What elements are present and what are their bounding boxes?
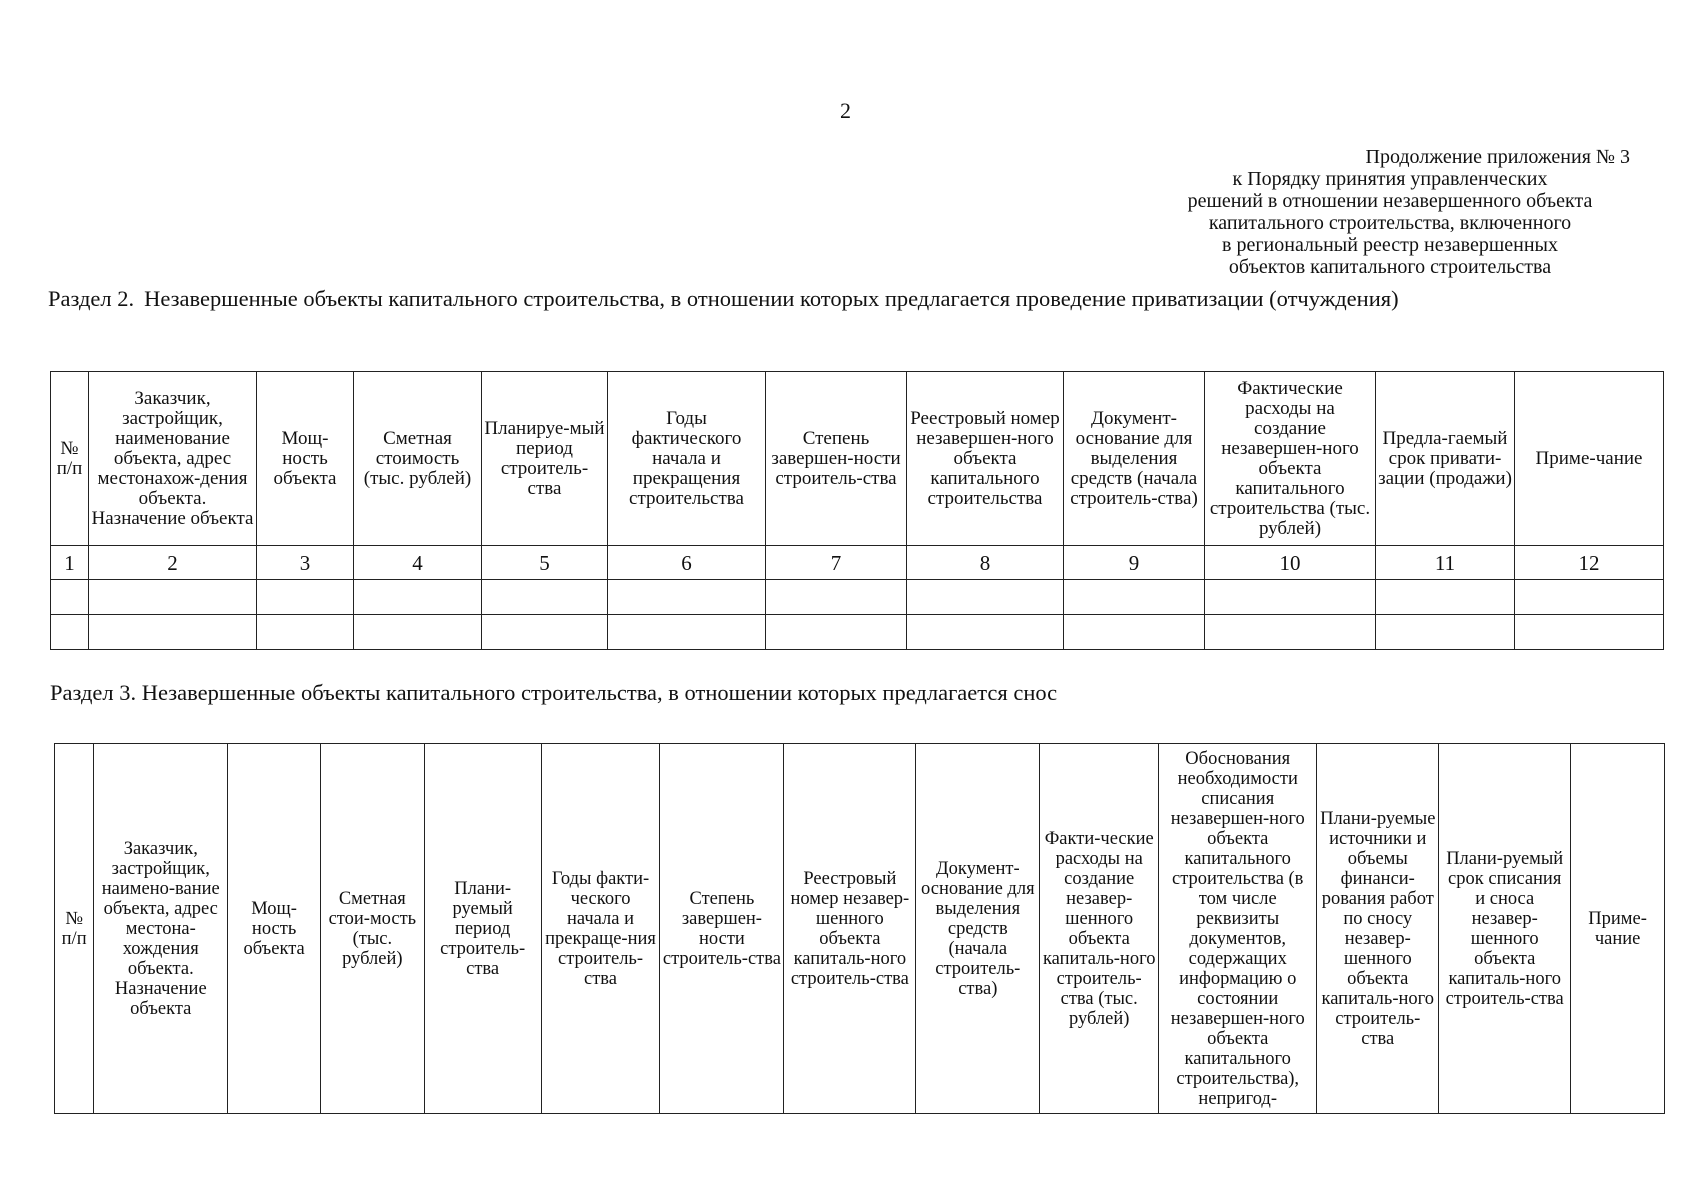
table-cell — [1205, 615, 1376, 650]
table-header-row — [55, 744, 1665, 1114]
table-cell — [907, 580, 1064, 615]
column-number: 5 — [482, 546, 608, 580]
appendix-line: капитального строительства, включенного — [1208, 212, 1572, 234]
table-cell — [608, 615, 766, 650]
appendix-line: в региональный реестр незавершенных — [1222, 234, 1558, 256]
header-cell: Годы фактического начала и прекращения строительства — [608, 372, 766, 546]
section-2-label: Раздел 2. — [48, 286, 135, 311]
header-cell: Заказчик, застройщик, наименование объекта, адрес местонахож-дения объекта. Назначение объекта — [89, 372, 257, 546]
appendix-title: Продолжение приложения № 3 — [1365, 146, 1630, 168]
section-3-heading: Раздел 3. Незавершенные объекты капитального строительства, в отношении которых предлагается снос — [50, 680, 1058, 705]
table-cell — [1515, 615, 1664, 650]
table-cell — [907, 615, 1064, 650]
header-cell: Приме-чание — [1571, 744, 1665, 1114]
column-number: 7 — [766, 546, 907, 580]
header-cell: Реестровый номер незавер-шенного объекта капиталь-ного строитель-ства — [784, 744, 916, 1114]
header-cell: Планируе-мый период строитель-ства — [482, 372, 608, 546]
table-cell — [89, 615, 257, 650]
header-cell: Факти-ческие расходы на создание незавер-шенного объекта капиталь-ного строитель-ства (тыс. рублей) — [1040, 744, 1159, 1114]
column-number: 10 — [1205, 546, 1376, 580]
table-cell — [1064, 580, 1205, 615]
table-cell — [89, 580, 257, 615]
table-cell — [608, 580, 766, 615]
table-cell — [1064, 615, 1205, 650]
header-cell: Приме-чание — [1515, 372, 1664, 546]
table-cell — [51, 615, 89, 650]
column-number: 3 — [257, 546, 354, 580]
table-cell — [51, 580, 89, 615]
header-cell: Плани-руемый период строитель-ства — [424, 744, 541, 1114]
header-cell: Обоснования необходимости списания незавершен-ного объекта капитального строительства (в том числе реквизиты документов, содержащих информацию о состоянии незавершен-ного объекта капитального строительства), непригод- — [1159, 744, 1317, 1114]
appendix-line: к Порядку принятия управленческих — [1232, 168, 1548, 190]
header-cell: Мощ-ность объекта — [228, 744, 321, 1114]
header-cell: Предла-гаемый срок привати-зации (продажи) — [1376, 372, 1515, 546]
table-cell — [766, 615, 907, 650]
table-row — [51, 615, 1664, 650]
header-cell: Сметная стоимость (тыс. рублей) — [354, 372, 482, 546]
table-cell — [1376, 580, 1515, 615]
table-cell — [1515, 580, 1664, 615]
header-cell: Реестровый номер незавершен-ного объекта капитального строительства — [907, 372, 1064, 546]
header-cell: Степень завершен-ности строитель-ства — [766, 372, 907, 546]
header-cell: Годы факти-ческого начала и прекраще-ния строитель-ства — [541, 744, 660, 1114]
section-2-table — [50, 371, 1664, 650]
header-cell: Заказчик, застройщик, наимено-вание объекта, адрес местона-хождения объекта. Назначение объекта — [94, 744, 228, 1114]
table-cell — [257, 615, 354, 650]
header-cell: Плани-руемые источники и объемы финанси-рования работ по сносу незавер-шенного объекта капиталь-ного строитель-ства — [1317, 744, 1439, 1114]
table-cell — [354, 615, 482, 650]
table-cell — [1376, 615, 1515, 650]
column-number-row — [51, 546, 1664, 580]
header-cell: Степень завершен-ности строитель-ства — [660, 744, 784, 1114]
column-number: 4 — [354, 546, 482, 580]
table-cell — [482, 580, 608, 615]
column-number: 1 — [51, 546, 89, 580]
header-cell: Сметная стои-мость (тыс. рублей) — [320, 744, 424, 1114]
page-number: 2 — [840, 98, 851, 123]
column-number: 9 — [1064, 546, 1205, 580]
table-cell — [354, 580, 482, 615]
section-2-heading — [48, 286, 1666, 311]
table-row — [51, 580, 1664, 615]
table-header-row — [51, 372, 1664, 546]
column-number: 11 — [1376, 546, 1515, 580]
column-number: 2 — [89, 546, 257, 580]
header-cell: Документ-основание для выделения средств (начала строитель-ства) — [916, 744, 1040, 1114]
header-cell: Документ-основание для выделения средств (начала строитель-ства) — [1064, 372, 1205, 546]
column-number: 6 — [608, 546, 766, 580]
table-cell — [257, 580, 354, 615]
table-cell — [766, 580, 907, 615]
appendix-line: объектов капитального строительства — [1228, 256, 1552, 278]
header-cell: № п/п — [51, 372, 89, 546]
appendix-reference — [1140, 146, 1640, 278]
header-cell: Мощ-ность объекта — [257, 372, 354, 546]
header-cell: № п/п — [55, 744, 94, 1114]
table-cell — [1205, 580, 1376, 615]
column-number: 12 — [1515, 546, 1664, 580]
column-number: 8 — [907, 546, 1064, 580]
header-cell: Фактические расходы на создание незавершен-ного объекта капитального строительства (тыс. рублей) — [1205, 372, 1376, 546]
header-cell: Плани-руемый срок списания и сноса незавер-шенного объекта капиталь-ного строитель-ства — [1439, 744, 1571, 1114]
section-3-table — [54, 743, 1665, 1114]
table-cell — [482, 615, 608, 650]
section-2-title: Незавершенные объекты капитального строительства, в отношении которых предлагается проведение приватизации (отчуждения) — [144, 286, 1399, 311]
appendix-line: решений в отношении незавершенного объекта — [1187, 190, 1593, 212]
